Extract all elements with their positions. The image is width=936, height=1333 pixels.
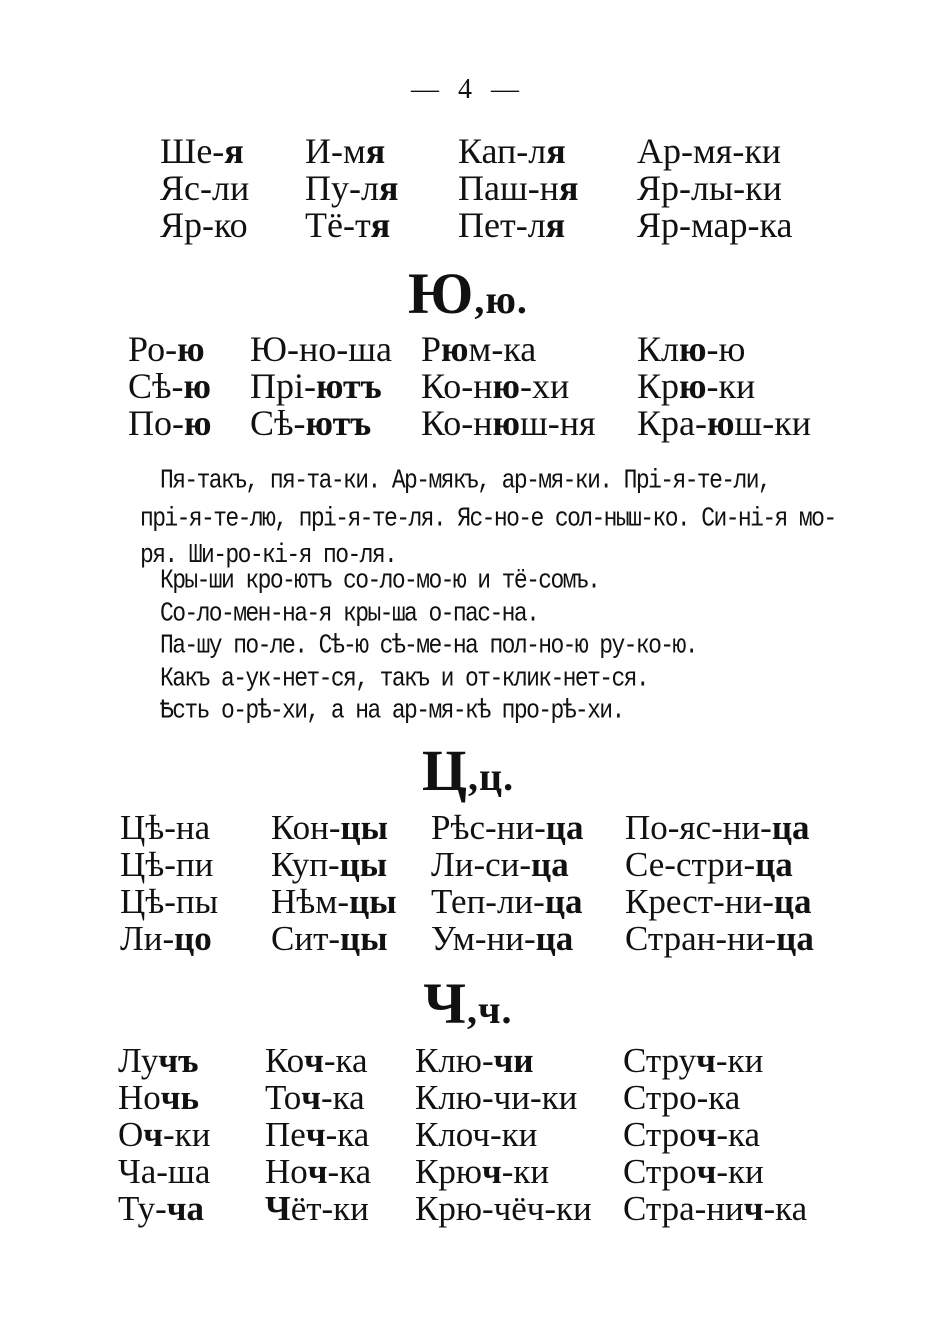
word: Оч-ки bbox=[118, 1115, 211, 1154]
word: Строч-ки bbox=[623, 1152, 764, 1191]
word: Рюм-ка bbox=[421, 329, 537, 369]
word: Ко-ню-хи bbox=[421, 366, 570, 406]
word: Ше-я bbox=[160, 131, 244, 171]
word: Крю-чёч-ки bbox=[415, 1189, 592, 1228]
sentence: Какъ а-ук-нет-ся, такъ и от-клик-нет-ся. bbox=[160, 662, 649, 693]
yu-word-grid bbox=[128, 331, 811, 442]
word: Стран-ни-ца bbox=[625, 919, 814, 958]
heading-ts: Ц,ц. bbox=[421, 738, 515, 803]
word: Крест-ни-ца bbox=[625, 882, 812, 921]
sentence: Кры-ши кро-ютъ со-ло-мо-ю и тё-сомъ. bbox=[160, 565, 600, 596]
word: Нѣм-цы bbox=[271, 882, 397, 921]
word: Яр-ко bbox=[160, 205, 248, 245]
word: Точ-ка bbox=[265, 1078, 365, 1117]
word-row bbox=[120, 883, 814, 920]
word: Сѣ-ю bbox=[128, 366, 212, 406]
sentence: Па-шу по-ле. Сѣ-ю сѣ-ме-на пол-но-ю ру-ко-ю. bbox=[160, 630, 697, 661]
word-row bbox=[118, 1153, 807, 1190]
word-row bbox=[128, 368, 811, 405]
word: Ар-мя-ки bbox=[637, 131, 782, 171]
word: Сѣ-ютъ bbox=[250, 403, 372, 443]
word: Ли-си-ца bbox=[431, 845, 569, 884]
word: Сит-цы bbox=[271, 919, 388, 958]
word: Ум-ни-ца bbox=[431, 919, 574, 958]
word: Яс-ли bbox=[160, 168, 250, 208]
word-row bbox=[120, 846, 814, 883]
word: Крюч-ки bbox=[415, 1152, 550, 1191]
word: Ночь bbox=[118, 1078, 200, 1117]
word: Яр-лы-ки bbox=[637, 168, 782, 208]
word: Теп-ли-ца bbox=[431, 882, 583, 921]
word: Клю-чи-ки bbox=[415, 1078, 578, 1117]
word-row bbox=[160, 207, 792, 244]
word: И-мя bbox=[305, 131, 386, 171]
word: Пет-ля bbox=[458, 205, 566, 245]
paragraph-line: прі-я-те-лю, прі-я-те-ля. Яс-но-е сол-ныш-ко. Си-ні-я мо- bbox=[140, 502, 836, 533]
word-row bbox=[118, 1116, 807, 1153]
word: Клю-ю bbox=[637, 329, 746, 369]
word: Се-стри-ца bbox=[625, 845, 793, 884]
page-number: — 4 — bbox=[411, 74, 525, 105]
word-row bbox=[120, 920, 814, 957]
word: Цѣ-пи bbox=[120, 845, 214, 884]
ts-word-grid bbox=[120, 809, 814, 957]
word-row bbox=[160, 170, 792, 207]
word: Рѣс-ни-ца bbox=[431, 808, 584, 847]
word: По-яс-ни-ца bbox=[625, 808, 810, 847]
word: Кап-ля bbox=[458, 131, 566, 171]
word-row bbox=[128, 331, 811, 368]
reading-paragraph bbox=[140, 462, 840, 574]
heading-yu: Ю,ю. bbox=[408, 261, 528, 326]
word: Ко-нюш-ня bbox=[421, 403, 596, 443]
word-row bbox=[120, 809, 814, 846]
word: Лучъ bbox=[118, 1041, 199, 1080]
word: Цѣ-на bbox=[120, 808, 211, 847]
word-row bbox=[118, 1042, 807, 1079]
word: Ту-ча bbox=[118, 1189, 205, 1228]
word: Чёт-ки bbox=[265, 1189, 369, 1228]
word: Цѣ-пы bbox=[120, 882, 219, 921]
word: Стра-нич-ка bbox=[623, 1189, 808, 1228]
word: Клоч-ки bbox=[415, 1115, 538, 1154]
word: Клю-чи bbox=[415, 1041, 534, 1080]
word: Крю-ки bbox=[637, 366, 756, 406]
reading-sentences bbox=[160, 562, 840, 725]
word: Пу-ля bbox=[305, 168, 399, 208]
word: Ли-цо bbox=[120, 919, 212, 958]
word: Яр-мар-ка bbox=[637, 205, 793, 245]
word: Тё-тя bbox=[305, 205, 391, 245]
word: Строч-ка bbox=[623, 1115, 761, 1154]
word-row bbox=[160, 133, 792, 170]
word: Ча-ша bbox=[118, 1152, 211, 1191]
ch-word-grid bbox=[118, 1042, 807, 1227]
paragraph-line: ря. Ши-ро-кі-я по-ля. bbox=[140, 540, 397, 571]
word: Ю-но-ша bbox=[250, 329, 392, 369]
heading-ch: Ч,ч. bbox=[423, 971, 513, 1036]
word: Куп-цы bbox=[271, 845, 388, 884]
paragraph-line: Пя-такъ, пя-та-ки. Ар-мякъ, ар-мя-ки. Прі-я-те-ли, bbox=[160, 465, 771, 496]
word-row bbox=[118, 1079, 807, 1116]
word: Кра-юш-ки bbox=[637, 403, 811, 443]
word: Прі-ютъ bbox=[250, 366, 382, 406]
word: Коч-ка bbox=[265, 1041, 368, 1080]
word-row bbox=[128, 405, 811, 442]
word: Стро-ка bbox=[623, 1078, 741, 1117]
word: Струч-ки bbox=[623, 1041, 764, 1080]
word: Кон-цы bbox=[271, 808, 388, 847]
word: Ро-ю bbox=[128, 329, 205, 369]
word: Печ-ка bbox=[265, 1115, 370, 1154]
word: Ноч-ка bbox=[265, 1152, 372, 1191]
word-row bbox=[118, 1190, 807, 1227]
ya-word-grid bbox=[160, 133, 792, 244]
word: По-ю bbox=[128, 403, 212, 443]
sentence: Со-ло-мен-на-я кры-ша о-пас-на. bbox=[160, 597, 539, 628]
sentence: Ѣсть о-рѣ-хи, а на ар-мя-кѣ про-рѣ-хи. bbox=[160, 695, 624, 726]
word: Паш-ня bbox=[458, 168, 579, 208]
